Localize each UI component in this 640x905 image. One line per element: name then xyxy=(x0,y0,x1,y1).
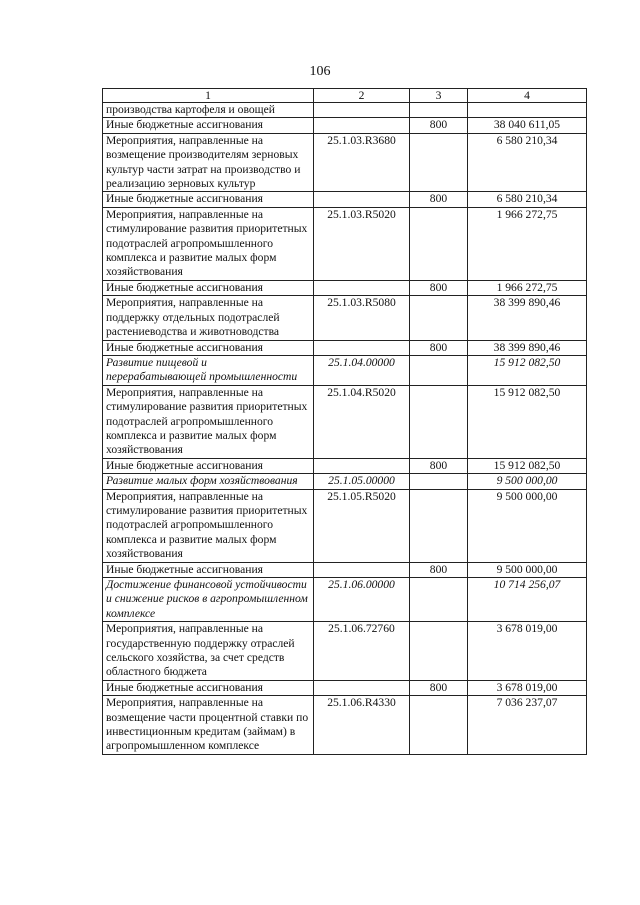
row-name-cell: Мероприятия, направленные на поддержку отдельных подотраслей растениеводства и животноводства xyxy=(103,296,314,340)
row-name-cell: Иные бюджетные ассигнования xyxy=(103,340,314,355)
row-code-cell xyxy=(314,192,410,207)
page-number: 106 xyxy=(309,64,331,79)
row-name-cell: Иные бюджетные ассигнования xyxy=(103,680,314,695)
row-amount-cell: 38 040 611,05 xyxy=(468,118,587,133)
row-name-cell: Мероприятия, направленные на стимулирование развития приоритетных подотраслей агропромышленного комплекса и развитие малых форм хозяйствования xyxy=(103,489,314,562)
row-expense-type-cell xyxy=(410,355,468,385)
column-header-3: 3 xyxy=(410,89,468,103)
row-expense-type-cell xyxy=(410,133,468,192)
row-name-cell: Иные бюджетные ассигнования xyxy=(103,458,314,473)
table-row xyxy=(103,385,587,458)
row-name-cell: Иные бюджетные ассигнования xyxy=(103,280,314,295)
table-row xyxy=(103,578,587,622)
table-row xyxy=(103,696,587,755)
table-row xyxy=(103,474,587,489)
table-body xyxy=(103,103,587,755)
column-header-2: 2 xyxy=(314,89,410,103)
table-row xyxy=(103,489,587,562)
row-code-cell xyxy=(314,680,410,695)
table-row xyxy=(103,103,587,118)
row-code-cell: 25.1.06.72760 xyxy=(314,622,410,681)
row-name-cell: Достижение финансовой устойчивости и снижение рисков в агропромышленном комплексе xyxy=(103,578,314,622)
row-code-cell xyxy=(314,562,410,577)
row-expense-type-cell xyxy=(410,578,468,622)
row-code-cell xyxy=(314,118,410,133)
table-row xyxy=(103,207,587,280)
table-row xyxy=(103,562,587,577)
row-name-cell: Мероприятия, направленные на возмещение части процентной ставки по инвестиционным кредитам (займам) в агропромышленном комплексе xyxy=(103,696,314,755)
row-expense-type-cell xyxy=(410,207,468,280)
table-row xyxy=(103,355,587,385)
table-row xyxy=(103,296,587,340)
row-expense-type-cell xyxy=(410,296,468,340)
row-name-cell: Мероприятия, направленные на возмещение производителям зерновых культур части затрат на производство и реализацию зерновых культур xyxy=(103,133,314,192)
row-code-cell: 25.1.03.R5020 xyxy=(314,207,410,280)
row-expense-type-cell: 800 xyxy=(410,118,468,133)
row-name-cell: Мероприятия, направленные на стимулирование развития приоритетных подотраслей агропромышленного комплекса и развитие малых форм хозяйствования xyxy=(103,385,314,458)
row-code-cell: 25.1.05.R5020 xyxy=(314,489,410,562)
table-row xyxy=(103,680,587,695)
row-amount-cell: 38 399 890,46 xyxy=(468,296,587,340)
row-amount-cell: 9 500 000,00 xyxy=(468,474,587,489)
row-expense-type-cell: 800 xyxy=(410,280,468,295)
row-code-cell: 25.1.06.R4330 xyxy=(314,696,410,755)
row-amount-cell: 10 714 256,07 xyxy=(468,578,587,622)
table-row xyxy=(103,280,587,295)
row-name-cell: Иные бюджетные ассигнования xyxy=(103,192,314,207)
row-amount-cell: 3 678 019,00 xyxy=(468,622,587,681)
row-code-cell: 25.1.06.00000 xyxy=(314,578,410,622)
row-expense-type-cell xyxy=(410,474,468,489)
row-expense-type-cell: 800 xyxy=(410,192,468,207)
table-header-row xyxy=(103,89,587,103)
row-amount-cell: 3 678 019,00 xyxy=(468,680,587,695)
row-expense-type-cell xyxy=(410,103,468,118)
table-row xyxy=(103,622,587,681)
column-header-1: 1 xyxy=(103,89,314,103)
row-expense-type-cell xyxy=(410,489,468,562)
column-header-4: 4 xyxy=(468,89,587,103)
row-code-cell: 25.1.03.R5080 xyxy=(314,296,410,340)
row-expense-type-cell xyxy=(410,385,468,458)
row-code-cell: 25.1.04.R5020 xyxy=(314,385,410,458)
row-code-cell xyxy=(314,103,410,118)
row-name-cell: производства картофеля и овощей xyxy=(103,103,314,118)
budget-table xyxy=(102,88,587,755)
row-code-cell xyxy=(314,340,410,355)
table-row xyxy=(103,133,587,192)
row-amount-cell: 9 500 000,00 xyxy=(468,562,587,577)
row-code-cell: 25.1.03.R3680 xyxy=(314,133,410,192)
row-code-cell xyxy=(314,458,410,473)
row-amount-cell: 1 966 272,75 xyxy=(468,280,587,295)
row-amount-cell: 9 500 000,00 xyxy=(468,489,587,562)
row-amount-cell: 6 580 210,34 xyxy=(468,192,587,207)
table-row xyxy=(103,340,587,355)
table-row xyxy=(103,458,587,473)
row-amount-cell: 7 036 237,07 xyxy=(468,696,587,755)
row-amount-cell: 6 580 210,34 xyxy=(468,133,587,192)
row-name-cell: Развитие малых форм хозяйствования xyxy=(103,474,314,489)
row-expense-type-cell xyxy=(410,696,468,755)
row-name-cell: Мероприятия, направленные на государственную поддержку отраслей сельского хозяйства, за счет средств областного бюджета xyxy=(103,622,314,681)
row-expense-type-cell: 800 xyxy=(410,458,468,473)
row-code-cell: 25.1.05.00000 xyxy=(314,474,410,489)
table-row xyxy=(103,192,587,207)
row-amount-cell: 15 912 082,50 xyxy=(468,458,587,473)
row-name-cell: Мероприятия, направленные на стимулирование развития приоритетных подотраслей агропромышленного комплекса и развитие малых форм хозяйствования xyxy=(103,207,314,280)
row-expense-type-cell: 800 xyxy=(410,562,468,577)
row-name-cell: Иные бюджетные ассигнования xyxy=(103,118,314,133)
row-amount-cell: 15 912 082,50 xyxy=(468,355,587,385)
row-amount-cell xyxy=(468,103,587,118)
row-amount-cell: 15 912 082,50 xyxy=(468,385,587,458)
row-name-cell: Развитие пищевой и перерабатывающей промышленности xyxy=(103,355,314,385)
table-row xyxy=(103,118,587,133)
row-expense-type-cell: 800 xyxy=(410,340,468,355)
row-name-cell: Иные бюджетные ассигнования xyxy=(103,562,314,577)
row-code-cell: 25.1.04.00000 xyxy=(314,355,410,385)
row-amount-cell: 38 399 890,46 xyxy=(468,340,587,355)
row-amount-cell: 1 966 272,75 xyxy=(468,207,587,280)
row-expense-type-cell: 800 xyxy=(410,680,468,695)
row-code-cell xyxy=(314,280,410,295)
row-expense-type-cell xyxy=(410,622,468,681)
